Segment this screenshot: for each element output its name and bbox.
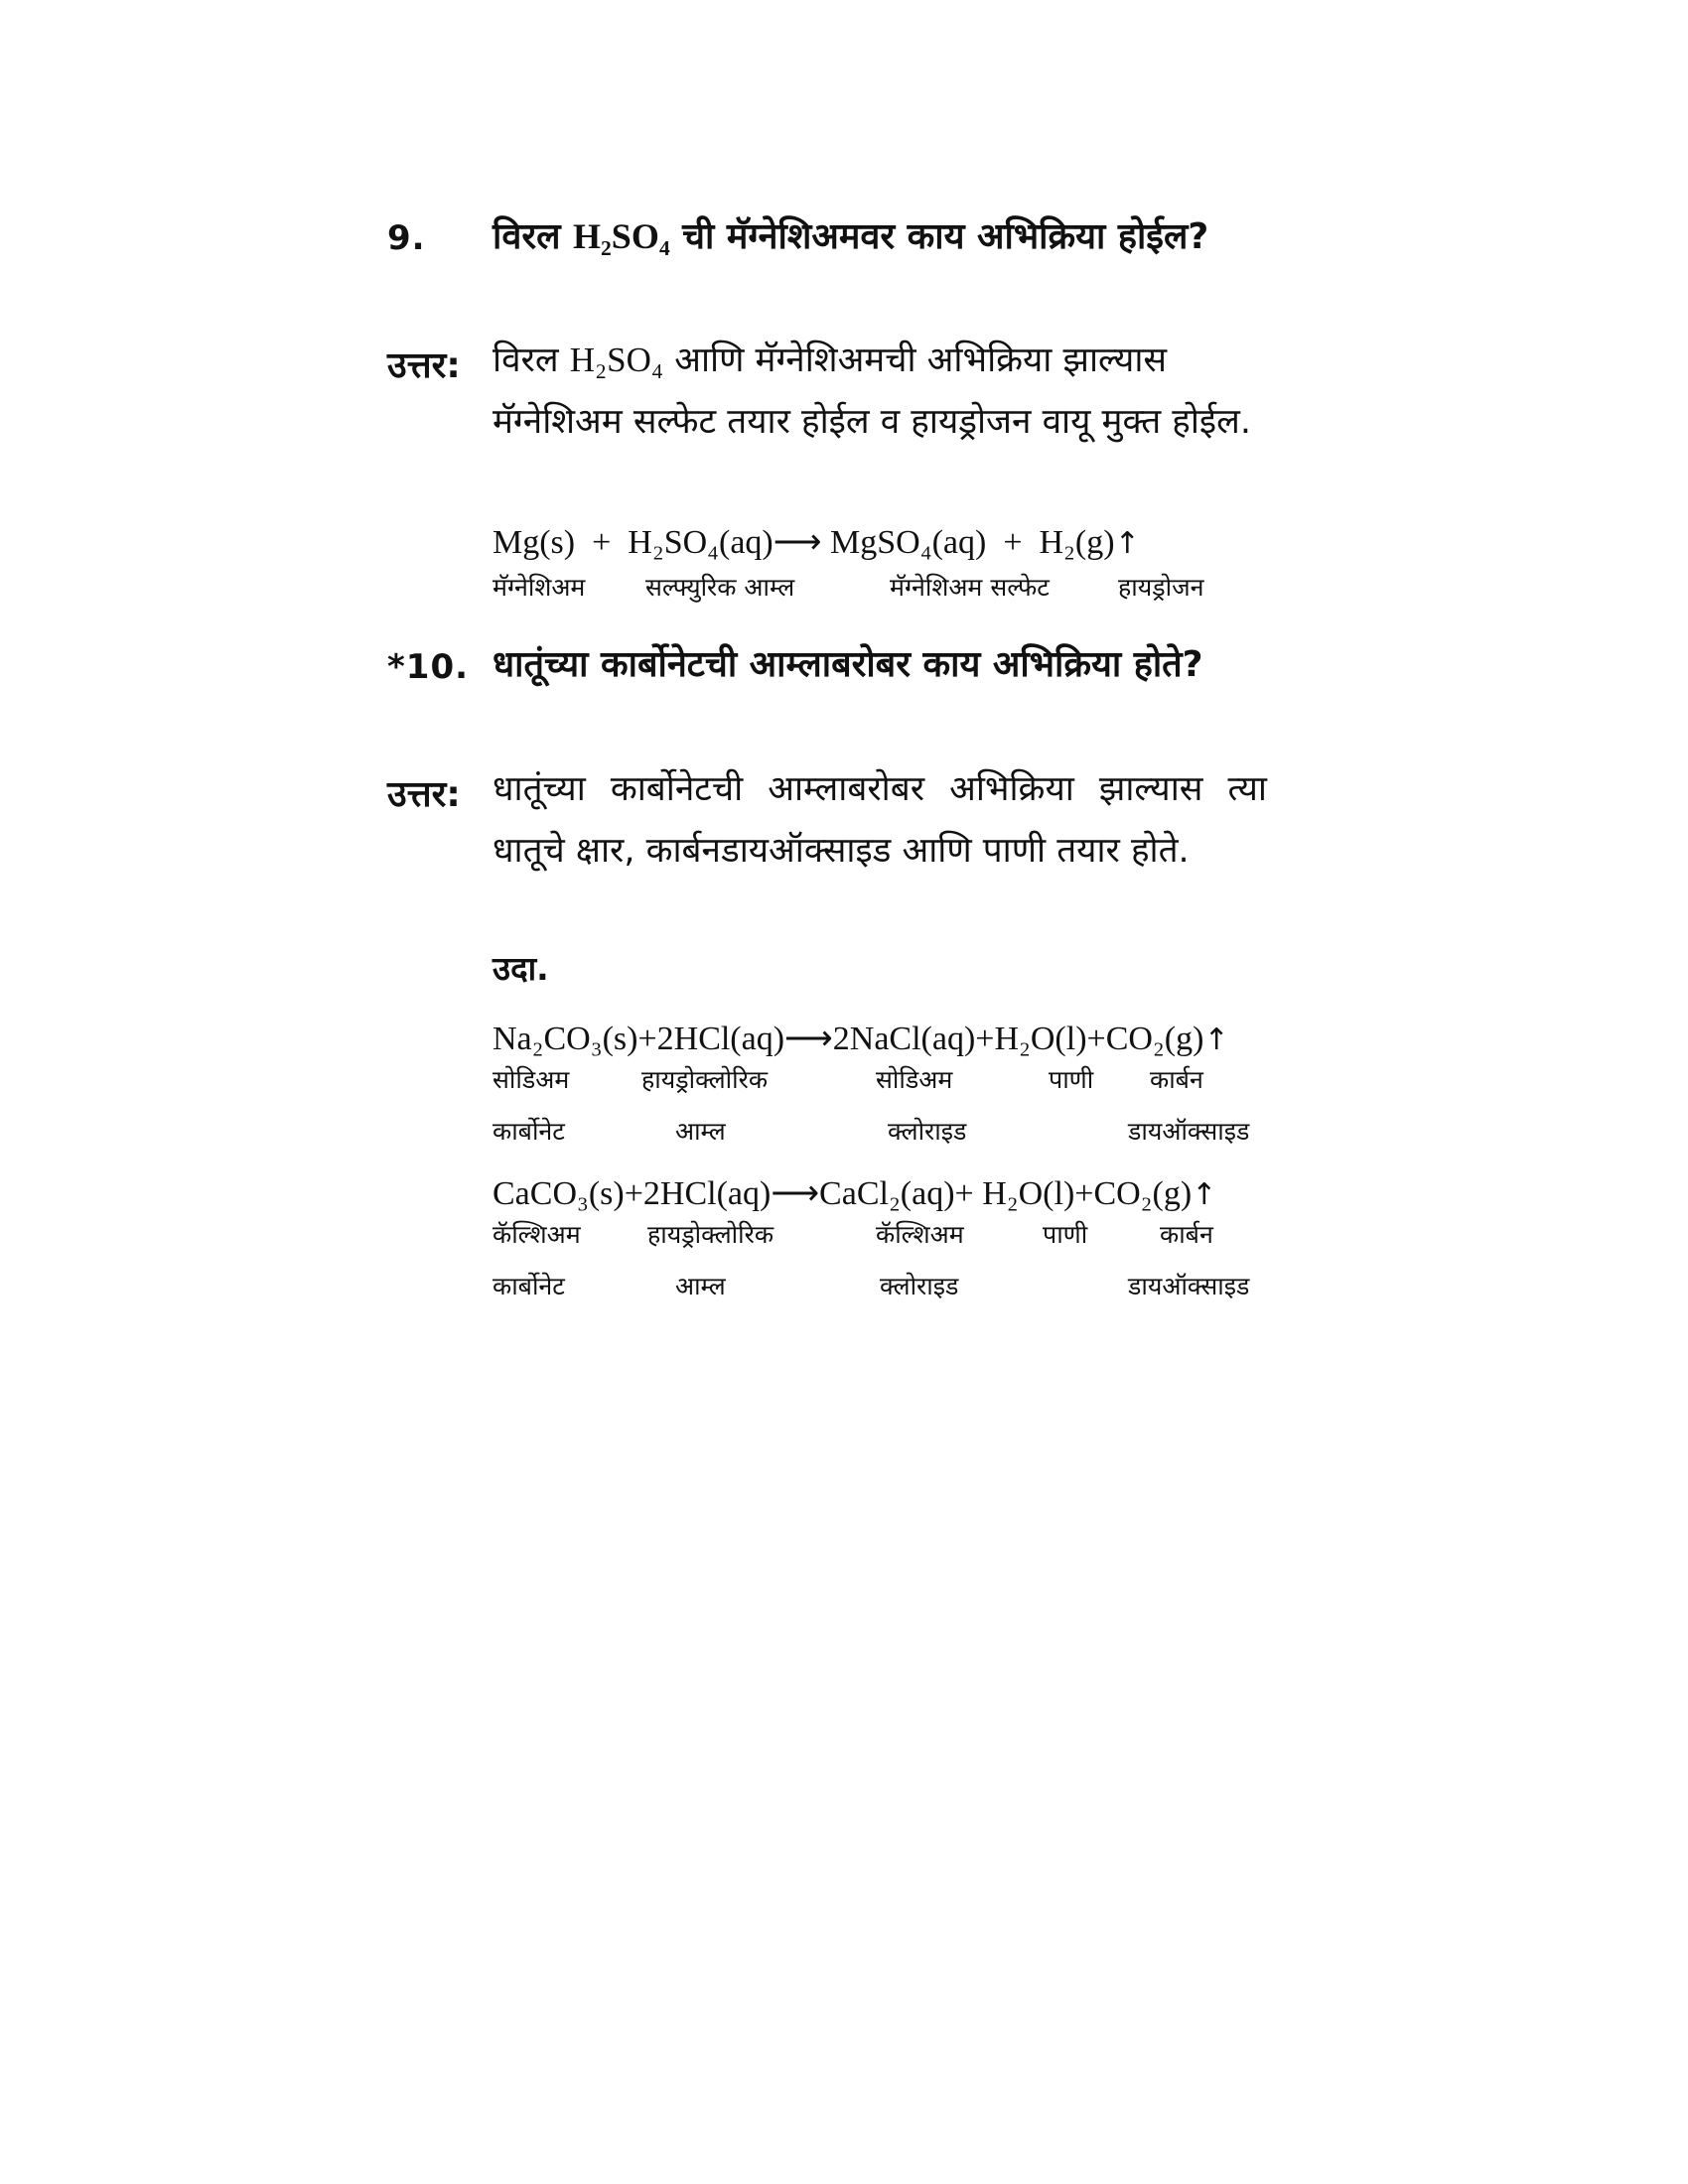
equation-labels <box>492 1062 1307 1096</box>
equation-label: डायऑक्साइड <box>1128 1272 1250 1300</box>
equation-label: सोडिअम <box>492 1065 570 1094</box>
question-number: 9. <box>387 218 426 258</box>
answer-text: धातूंच्या कार्बोनेटची आम्लाबरोबर अभिक्रिया झाल्यास त्या धातूचे क्षार, कार्बनडायऑक्साइड आणि पाणी तयार होते. <box>492 769 1267 871</box>
equation-label: डायऑक्साइड <box>1128 1117 1250 1146</box>
equation-label: आम्ल <box>675 1117 726 1146</box>
chemical-formula: H₂SO₄ <box>573 216 670 256</box>
equation-label: सोडिअम <box>876 1065 953 1094</box>
equation-label: क्लोराइड <box>880 1272 959 1300</box>
answer-label: उत्तर: <box>387 774 461 815</box>
chemical-equation: CaCO₃(s)+2HCl(aq)⟶CaCl₂(aq)+ H₂O(l)+CO₂(g)↑ <box>492 1175 1217 1212</box>
answer-label: उत्तर: <box>387 345 461 386</box>
equation-label: कॅल्शिअम <box>876 1220 964 1249</box>
equation-label: हायड्रोक्लोरिक <box>641 1065 769 1094</box>
equation-label: पाणी <box>1049 1065 1094 1094</box>
equation-label: पाणी <box>1043 1220 1088 1249</box>
gas-release-arrow: ↑ <box>1114 526 1140 561</box>
answer-text: विरल H₂SO₄ आणि मॅग्नेशिअमची अभिक्रिया झाल्यास मॅग्नेशिअम सल्फेट तयार होईल व हायड्रोजन वायू मुक्त होईल. <box>492 341 1251 442</box>
equation-label: कॅल्शिअम <box>492 1220 581 1249</box>
equation-label: कार्बन <box>1160 1220 1213 1249</box>
equation-label: आम्ल <box>675 1272 726 1300</box>
equation-labels <box>492 1114 1307 1148</box>
equation-label: हायड्रोजन <box>1118 573 1204 602</box>
equation-labels <box>492 1269 1307 1302</box>
chemical-formula: H₂SO₄ <box>569 341 664 379</box>
equation-labels <box>492 570 1307 604</box>
chemical-equation: Na₂CO₃(s)+2HCl(aq)⟶2NaCl(aq)+H₂O(l)+CO₂(g)↑ <box>492 1021 1229 1057</box>
equation-label: मॅग्नेशिअम <box>492 573 586 602</box>
equation-label: मॅग्नेशिअम सल्फेट <box>890 573 1050 602</box>
gas-release-arrow: ↑ <box>1203 1023 1229 1057</box>
question-text: धातूंच्या कार्बोनेटची आम्लाबरोबर काय अभिक्रिया होते? <box>492 644 1203 685</box>
question-number: *10. <box>387 647 470 687</box>
chemical-equation: Mg(s) + H₂SO₄(aq)⟶ MgSO₄(aq) + H₂(g)↑ <box>492 524 1140 561</box>
equation-label: कार्बन <box>1150 1065 1203 1094</box>
example-label: उदा. <box>492 949 549 988</box>
equation-label: हायड्रोक्लोरिक <box>647 1220 774 1249</box>
equation-label: सल्फ्युरिक आम्ल <box>645 573 795 602</box>
equation-label: कार्बोनेट <box>492 1272 565 1300</box>
question-text: विरल H₂SO₄ ची मॅग्नेशिअमवर काय अभिक्रिया होईल? <box>492 216 1209 257</box>
gas-release-arrow: ↑ <box>1192 1177 1217 1212</box>
equation-labels <box>492 1217 1307 1251</box>
equation-label: कार्बोनेट <box>492 1117 565 1146</box>
equation-label: क्लोराइड <box>888 1117 967 1146</box>
